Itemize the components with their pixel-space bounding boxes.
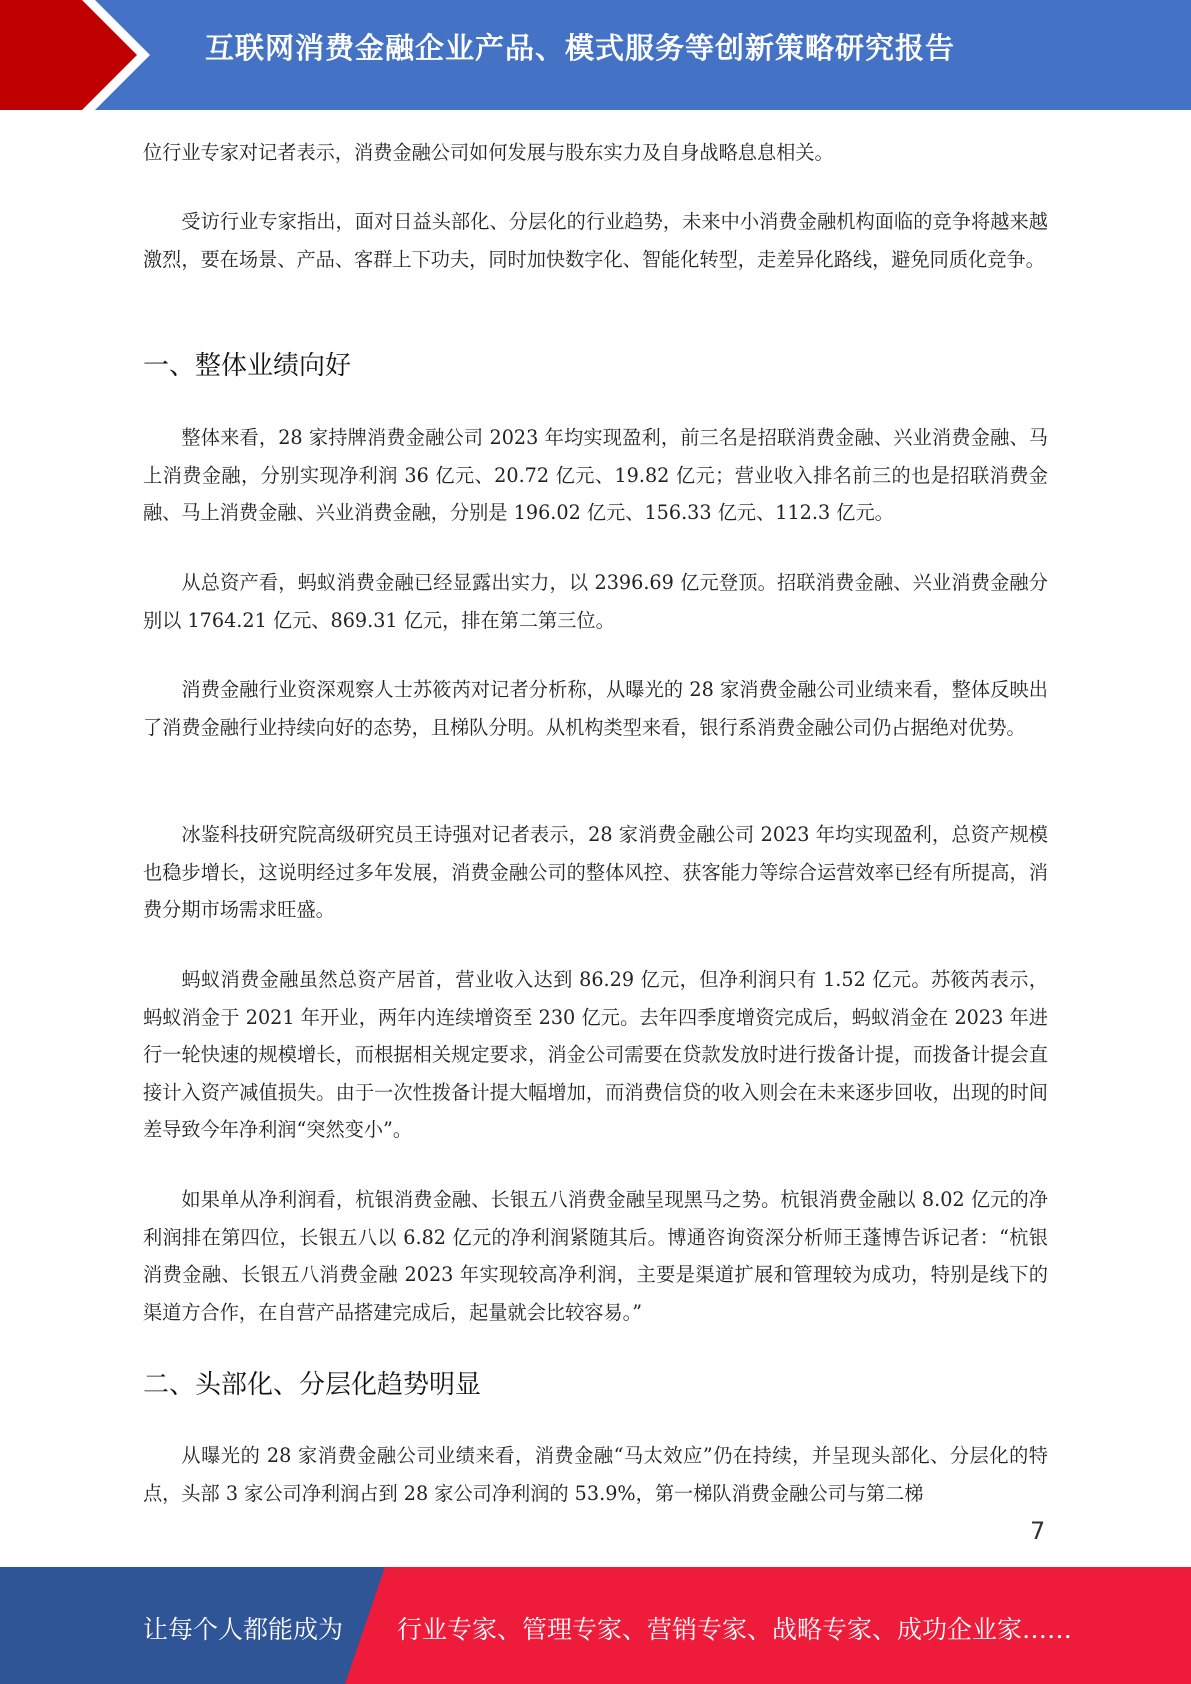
section-heading: 一、整体业绩向好	[143, 351, 352, 381]
footer-slogan-left: 让每个人都能成为	[143, 1615, 344, 1644]
paragraph: 从总资产看，蚂蚁消费金融已经显露出实力，以 2396.69 亿元登顶。招联消费金融、兴业消费金融分别以 1764.21 亿元、869.31 亿元，排在第二第三位。	[143, 571, 1048, 632]
header-title: 互联网消费金融企业产品、模式服务等创新策略研究报告	[205, 31, 956, 65]
paragraph: 受访行业专家指出，面对日益头部化、分层化的行业趋势，未来中小消费金融机构面临的竞争将越来越激烈，要在场景、产品、客群上下功夫，同时加快数字化、智能化转型，走差异化路线，避免同质化竞争。	[143, 210, 1048, 271]
paragraph: 整体来看，28 家持牌消费金融公司 2023 年均实现盈利，前三名是招联消费金融、兴业消费金融、马上消费金融，分别实现净利润 36 亿元、20.72 亿元、19.82 亿元；营业收入排名前三的也是招联消费金融、马上消费金融、兴业消费金融，分别是 196.02 亿元、156.33 亿元、112.3 亿元。	[143, 426, 1048, 524]
header-banner	[0, 0, 1191, 110]
footer-slogan-right: 行业专家、管理专家、营销专家、战略专家、成功企业家……	[397, 1615, 1073, 1644]
paragraph: 如果单从净利润看，杭银消费金融、长银五八消费金融呈现黑马之势。杭银消费金融以 8.02 亿元的净利润排在第四位，长银五八以 6.82 亿元的净利润紧随其后。博通咨询资深分析师王蓬博告诉记者：“杭银消费金融、长银五八消费金融 2023 年实现较高净利润，主要是渠道扩展和管理较为成功，特别是线下的渠道方合作，在自营产品搭建完成后，起量就会比较容易。”	[143, 1188, 1048, 1324]
paragraph: 位行业专家对记者表示，消费金融公司如何发展与股东实力及自身战略息息相关。	[143, 141, 834, 164]
paragraph: 蚂蚁消费金融虽然总资产居首，营业收入达到 86.29 亿元，但净利润只有 1.52 亿元。苏筱芮表示，蚂蚁消金于 2021 年开业，两年内连续增资至 230 亿元。去年四季度增资完成后，蚂蚁消金在 2023 年进行一轮快速的规模增长，而根据相关规定要求，消金公司需要在贷款发放时进行拨备计提，而拨备计提会直接计入资产减值损失。由于一次性拨备计提大幅增加，而消费信贷的收入则会在未来逐步回收，出现的时间差导致今年净利润“突然变小”。	[143, 968, 1048, 1141]
page-number: 7	[1030, 1517, 1046, 1545]
paragraph: 从曝光的 28 家消费金融公司业绩来看，消费金融“马太效应”仍在持续，并呈现头部化、分层化的特点，头部 3 家公司净利润占到 28 家公司净利润的 53.9%，第一梯队消费金融公司与第二梯	[143, 1444, 1048, 1505]
paragraph: 消费金融行业资深观察人士苏筱芮对记者分析称，从曝光的 28 家消费金融公司业绩来看，整体反映出了消费金融行业持续向好的态势，且梯队分明。从机构类型来看，银行系消费金融公司仍占据绝对优势。	[143, 678, 1048, 739]
section-heading: 二、头部化、分层化趋势明显	[143, 1370, 482, 1400]
paragraph: 冰鉴科技研究院高级研究员王诗强对记者表示，28 家消费金融公司 2023 年均实现盈利，总资产规模也稳步增长，这说明经过多年发展，消费金融公司的整体风控、获客能力等综合运营效率已经有所提高，消费分期市场需求旺盛。	[143, 823, 1048, 921]
